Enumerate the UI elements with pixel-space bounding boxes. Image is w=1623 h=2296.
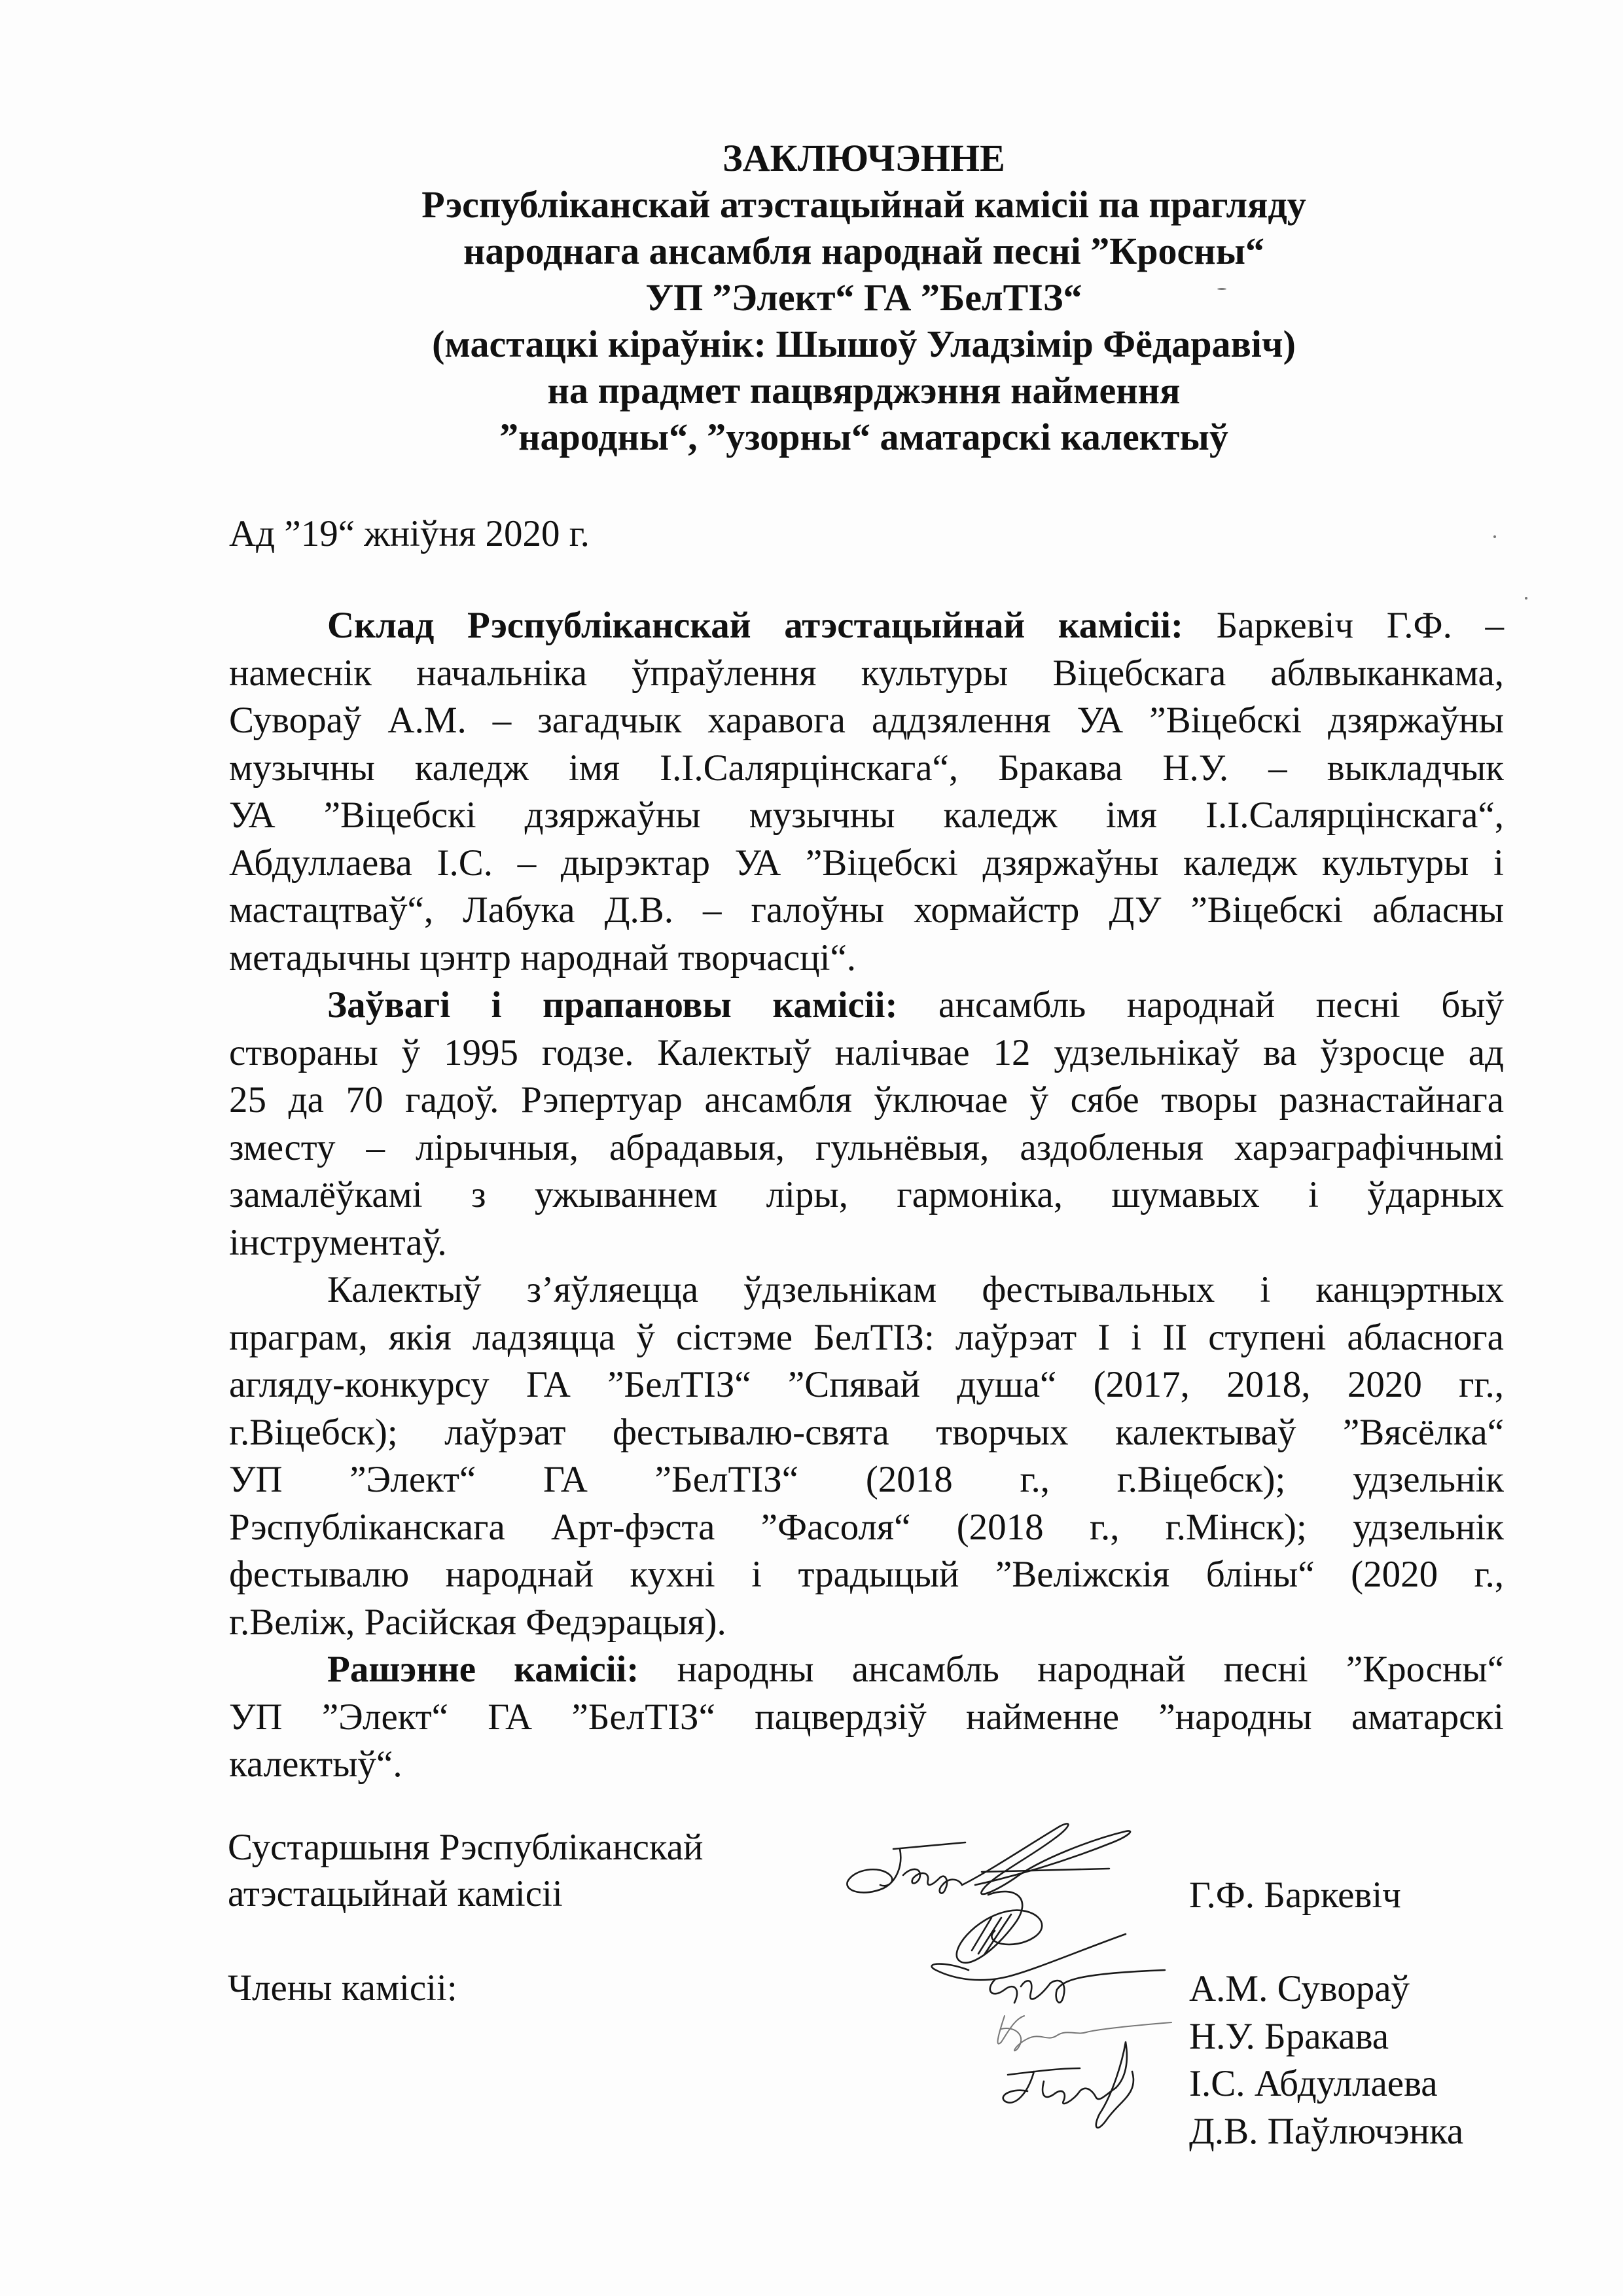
member-name: Н.У. Бракава (1189, 2015, 1389, 2057)
scan-artifact (1217, 288, 1226, 290)
document-title: ЗАКЛЮЧЭННЕ (722, 137, 1005, 179)
paragraph-line: калектыў“. (229, 1744, 402, 1785)
paragraph-line: музычны каледж імя І.І.Салярцінскага“, Бракава Н.У. – выкладчык (229, 747, 1504, 789)
paragraph-line: Рэспубліканскага Арт-фэста ”Фасоля“ (2018 г., г.Мінск); удзельнік (229, 1506, 1504, 1548)
handwritten-signatures-icon (818, 1820, 1178, 2278)
paragraph-line: Склад Рэспубліканскай атэстацыйнай камісіі: Баркевіч Г.Ф. – (327, 605, 1504, 646)
subtitle-line: Рэспубліканскай атэстацыйнай камісіі па прагляду (421, 183, 1306, 226)
paragraph-line: намеснік начальніка ўпраўлення культуры Віцебскага аблвыканкама, (229, 652, 1504, 694)
paragraph-line: Абдуллаева І.С. – дырэктар УА ”Віцебскі дзяржаўны каледж культуры і (229, 842, 1504, 884)
paragraph-line: г.Віцебск); лаўрэат фестывалю-свята творчых калектываў ”Вясёлка“ (229, 1411, 1504, 1453)
remarks-paragraph (229, 982, 1504, 1266)
subtitle-line: на прадмет пацвярджэння наймення (547, 369, 1181, 412)
chair-name: Г.Ф. Баркевіч (1189, 1874, 1401, 1916)
paragraph-line: УА ”Віцебскі дзяржаўны музычны каледж імя І.І.Салярцінскага“, (229, 795, 1504, 836)
chair-label: Сустаршыня Рэспубліканскай атэстацыйнай камісіі (228, 1827, 704, 1914)
member-names (1189, 1965, 1463, 2155)
paragraph-line: УП ”Элект“ ГА ”БелТІЗ“ пацвердзіў найменне ”народны аматарскі (229, 1696, 1504, 1738)
paragraph-line: Сувораў А.М. – загадчык харавога аддзялення УА ”Віцебскі дзяржаўны (229, 700, 1504, 741)
document-body (229, 602, 1504, 1789)
paragraph-line: Заўвагі і прапановы камісіі: ансамбль народнай песні быў (327, 984, 1504, 1026)
document-header (262, 135, 1466, 460)
member-name: І.С. Абдуллаева (1189, 2063, 1438, 2104)
composition-heading: Склад Рэспубліканскай атэстацыйнай камісіі: (327, 605, 1183, 646)
decision-paragraph (229, 1646, 1504, 1789)
paragraph-line: праграм, якія ладзяцца ў сістэме БелТІЗ: лаўрэат I і II ступені абласнога (229, 1316, 1504, 1358)
paragraph-line: Рашэнне камісіі: народны ансамбль народнай песні ”Кросны“ (327, 1649, 1504, 1690)
paragraph-line: Калектыў з’яўляецца ўдзельнікам фестывальных і канцэртных (327, 1269, 1504, 1310)
member-name: А.М. Сувораў (1189, 1968, 1410, 2009)
paragraph-line: створаны ў 1995 годзе. Калектыў налічвае 12 удзельнікаў ва ўзросце ад (229, 1031, 1504, 1073)
paragraph-line: метадычны цэнтр народнай творчасці“. (229, 937, 857, 978)
paragraph-line: замалёўкамі з ужываннем ліры, гармоніка, шумавых і ўдарных (229, 1174, 1504, 1215)
scan-artifact (1493, 535, 1496, 538)
paragraph-line: УП ”Элект“ ГА ”БелТІЗ“ (2018 г., г.Віцебск); удзельнік (229, 1459, 1504, 1500)
subtitle-line: народнага ансамбля народнай песні ”Кросны“ (463, 230, 1265, 272)
achievements-paragraph (229, 1266, 1504, 1646)
paragraph-line: агляду-конкурсу ГА ”БелТІЗ“ ”Спявай душа“ (2017, 2018, 2020 гг., (229, 1364, 1504, 1405)
paragraph-line: 25 да 70 гадоў. Рэпертуар ансамбля ўключае ў сябе творы разнастайнага (229, 1079, 1504, 1121)
member-name: Д.В. Паўлючэнка (1189, 2110, 1464, 2152)
members-label: Члены камісіі: (228, 1967, 457, 2009)
paragraph-line: інструментаў. (229, 1221, 447, 1263)
subtitle-line: ”народны“, ”узорны“ аматарскі калектыў (499, 416, 1228, 458)
subtitle-line: (мастацкі кіраўнік: Шышоў Уладзімір Фёдаравіч) (432, 323, 1296, 365)
subtitle-line: УП ”Элект“ ГА ”БелТІЗ“ (645, 276, 1082, 319)
paragraph-line: зместу – лірычныя, абрадавыя, гульнёвыя, аздобленыя харэаграфічнымі (229, 1126, 1504, 1168)
paragraph-line: г.Веліж, Расійская Федэрацыя). (229, 1601, 726, 1643)
decision-heading: Рашэнне камісіі: (327, 1649, 639, 1690)
composition-paragraph (229, 602, 1504, 982)
scan-artifact (1525, 597, 1527, 600)
remarks-heading: Заўвагі і прапановы камісіі: (327, 984, 898, 1026)
paragraph-line: мастацтваў“, Лабука Д.В. – галоўны хормайстр ДУ ”Віцебскі абласны (229, 889, 1504, 931)
document-date: Ад ”19“ жніўня 2020 г. (229, 513, 590, 554)
paragraph-line: фестывалю народнай кухні і традыцый ”Веліжскія бліны“ (2020 г., (229, 1554, 1504, 1595)
